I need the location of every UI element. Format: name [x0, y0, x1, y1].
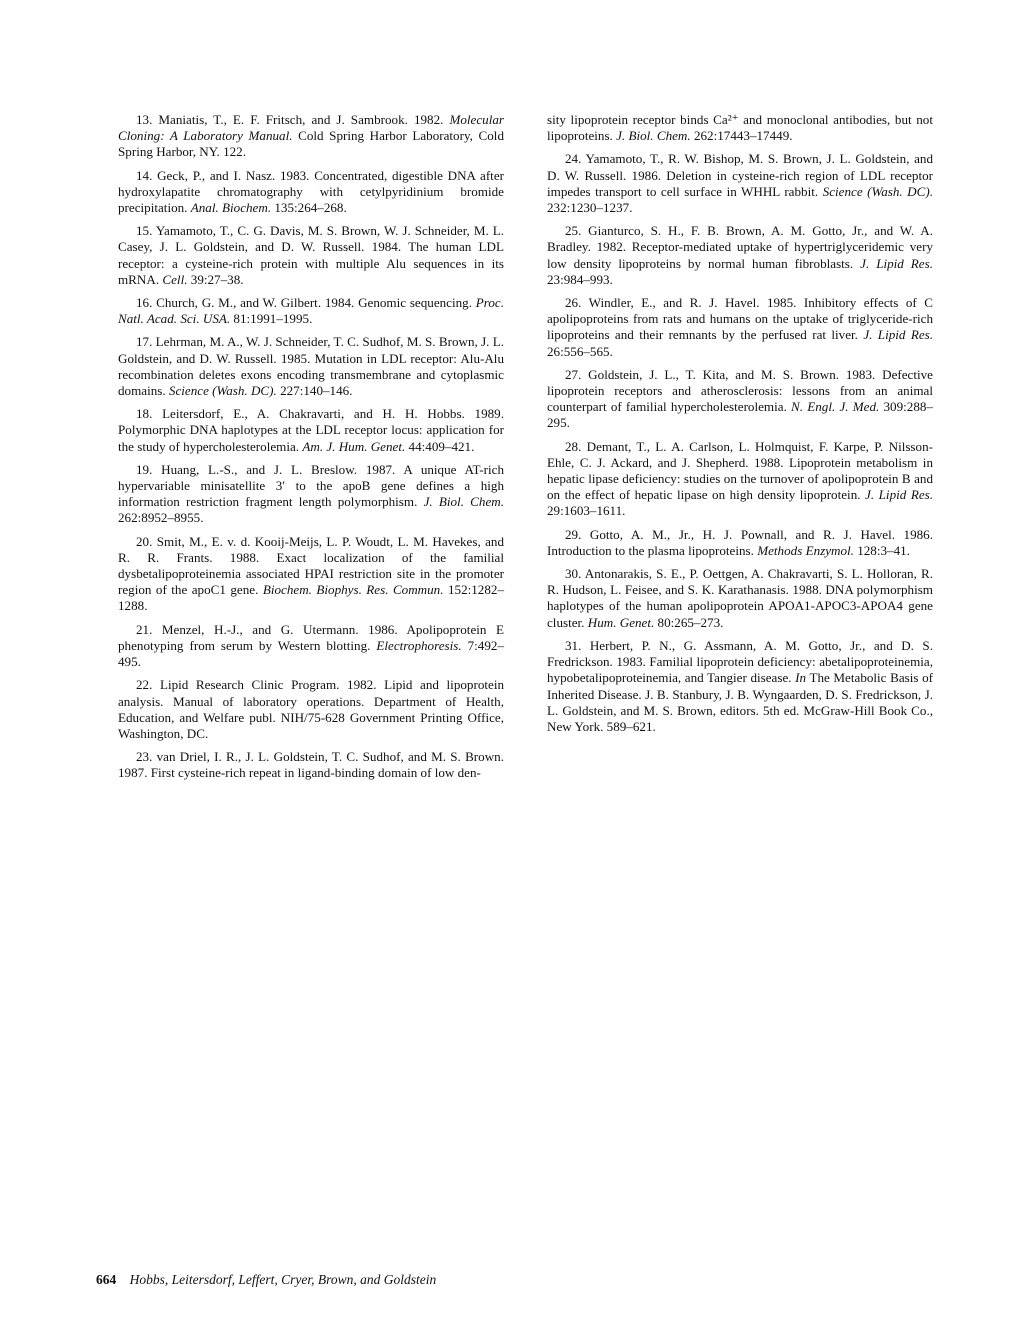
- reference-text: 39:27–38.: [187, 271, 244, 287]
- reference-text: 20. Smit, M., E. v. d. Kooij-Meijs, L. P. Woudt, L. M. Havekes, and R. R. Frants. 1988. Exact localization of the familial dysbetalipoproteinemia associated HPAI restriction site in the promoter region of the apoC1 gene.: [118, 533, 504, 598]
- reference-text: The Metabolic Basis of Inherited Disease. J. B. Stanbury, J. B. Wyngaarden, D. S. Fredrickson, J. L. Goldstein, and M. S. Brown, editors. 5th ed. McGraw-Hill Book Co., New York. 589–621.: [547, 670, 933, 734]
- references-right-column: [547, 112, 933, 742]
- reference-text: 29:1603–1611.: [547, 503, 626, 519]
- reference-entry: [547, 151, 933, 216]
- reference-journal: Proc. Natl. Acad. Sci. USA.: [118, 295, 504, 327]
- running-footer-authors: Hobbs, Leitersdorf, Leffert, Cryer, Brown, and Goldstein: [129, 1272, 437, 1287]
- reference-text: 16. Church, G. M., and W. Gilbert. 1984. Genomic sequencing.: [136, 295, 476, 311]
- reference-entry: [118, 462, 504, 527]
- reference-entry: [547, 295, 933, 360]
- reference-text: Cold Spring Harbor Laboratory, Cold Spring Harbor, NY. 122.: [118, 128, 504, 160]
- reference-text: 262:17443–17449.: [690, 128, 793, 144]
- reference-text: 7:492–495.: [118, 637, 504, 670]
- reference-journal: Electrophoresis.: [376, 637, 462, 653]
- reference-text: sity lipoprotein receptor binds Ca²⁺ and monoclonal antibodies, but not lipoproteins.: [547, 112, 933, 144]
- reference-journal: Am. J. Hum. Genet.: [302, 438, 406, 454]
- reference-journal: J. Lipid Res.: [860, 255, 933, 271]
- reference-text: 13. Maniatis, T., E. F. Fritsch, and J. Sambrook. 1982.: [136, 112, 450, 127]
- reference-text: 18. Leitersdorf, E., A. Chakravarti, and H. H. Hobbs. 1989. Polymorphic DNA haplotypes at the LDL receptor locus: application for the study of hypercholesterolemia.: [118, 406, 504, 454]
- reference-entry: [118, 223, 504, 288]
- reference-text: 26. Windler, E., and R. J. Havel. 1985. Inhibitory effects of C apolipoproteins from rats and humans on the uptake of triglyceride-rich lipoproteins and their remnants by the perfused rat liver.: [547, 295, 933, 343]
- reference-journal: Anal. Biochem.: [190, 200, 272, 216]
- reference-entry: [547, 638, 933, 735]
- reference-entry: [547, 527, 933, 559]
- reference-text: 152:1282–1288.: [118, 582, 504, 614]
- reference-text: 23:984–993.: [547, 271, 613, 287]
- reference-entry: [547, 566, 933, 631]
- reference-entry: [547, 223, 933, 288]
- reference-journal: Molecular Cloning: A Laboratory Manual.: [118, 112, 504, 144]
- reference-journal: Methods Enzymol.: [757, 542, 854, 558]
- reference-entry: [547, 112, 933, 144]
- reference-text: 80:265–273.: [654, 614, 724, 630]
- reference-text: 21. Menzel, H.-J., and G. Utermann. 1986. Apolipoprotein E phenotyping from serum by Western blotting.: [118, 621, 504, 653]
- reference-journal: Biochem. Biophys. Res. Commun.: [262, 582, 444, 598]
- reference-text: 17. Lehrman, M. A., W. J. Schneider, T. C. Sudhof, M. S. Brown, J. L. Goldstein, and D. W. Russell. 1985. Mutation in LDL receptor: Alu-Alu recombination deletes exons encoding transmembrane and cytoplasmic domains.: [118, 334, 504, 399]
- reference-journal: J. Lipid Res.: [863, 327, 934, 343]
- reference-entry: [118, 334, 504, 399]
- reference-journal: Cell.: [162, 271, 188, 287]
- reference-entry: [118, 295, 504, 327]
- reference-text: 128:3–41.: [853, 542, 910, 558]
- reference-journal: J. Lipid Res.: [865, 487, 934, 503]
- reference-text: 22. Lipid Research Clinic Program. 1982. Lipid and lipoprotein analysis. Manual of laboratory operations. Department of Health, Education, and Welfare publ. NIH/75-628 Government Printing Office, Washington, DC.: [118, 677, 504, 741]
- reference-journal: N. Engl. J. Med.: [791, 399, 880, 415]
- page-number: 664: [96, 1272, 117, 1287]
- reference-entry: [547, 367, 933, 432]
- reference-text: 232:1230–1237.: [547, 200, 633, 216]
- reference-text: 31. Herbert, P. N., G. Assmann, A. M. Gotto, Jr., and D. S. Fredrickson. 1983. Familial lipoprotein deficiency: abetalipoproteinemia, hypobetalipoproteinemia, and Tangier disease.: [547, 637, 933, 686]
- reference-text: 29. Gotto, A. M., Jr., H. J. Pownall, and R. J. Havel. 1986. Introduction to the plasma lipoproteins.: [547, 526, 933, 558]
- reference-text: 19. Huang, L.-S., and J. L. Breslow. 1987. A unique AT-rich hypervariable minisatellite 3′ to the apoB gene defines a high information restriction fragment length polymorphism.: [118, 461, 504, 510]
- reference-text: 44:409–421.: [405, 438, 475, 454]
- reference-text: 81:1991–1995.: [230, 311, 313, 327]
- reference-text: 28. Demant, T., L. A. Carlson, L. Holmquist, F. Karpe, P. Nilsson-Ehle, C. J. Ackard, and J. Shepherd. 1988. Lipoprotein metabolism in hepatic lipase deficiency: studies on the turnover of apolipoprotein B and on the effect of hepatic lipase on high density lipoprotein.: [547, 438, 933, 503]
- page-footer: [96, 1272, 436, 1288]
- reference-text: 27. Goldstein, J. L., T. Kita, and M. S. Brown. 1983. Defective lipoprotein receptors and atherosclerosis: lessons from an animal counterpart of familial hypercholesterolemia.: [547, 366, 933, 415]
- reference-journal: J. Biol. Chem.: [616, 128, 691, 144]
- reference-text: 135:264–268.: [271, 200, 347, 216]
- reference-journal: Science (Wash. DC).: [168, 383, 277, 399]
- reference-text: 24. Yamamoto, T., R. W. Bishop, M. S. Brown, J. L. Goldstein, and D. W. Russell. 1986. Deletion in cysteine-rich region of LDL receptor impedes transport to cell surface in WHHL rabbit.: [547, 151, 933, 199]
- reference-journal: J. Biol. Chem.: [423, 494, 504, 510]
- reference-journal: In: [795, 670, 807, 686]
- reference-entry: [118, 168, 504, 217]
- reference-entry: [547, 439, 933, 520]
- reference-journal: Science (Wash. DC).: [822, 183, 933, 199]
- references-left-column: [118, 112, 504, 789]
- reference-entry: [118, 749, 504, 781]
- reference-text: 309:288–295.: [547, 399, 933, 431]
- reference-text: 25. Gianturco, S. H., F. B. Brown, A. M. Gotto, Jr., and W. A. Bradley. 1982. Receptor-mediated uptake of hypertriglyceridemic very low density lipoproteins by normal human fibroblasts.: [547, 223, 933, 271]
- reference-text: 15. Yamamoto, T., C. G. Davis, M. S. Brown, W. J. Schneider, M. L. Casey, J. L. Goldstein, and D. W. Russell. 1984. The human LDL receptor: a cysteine-rich protein with multiple Alu sequences in its mRNA.: [118, 223, 504, 287]
- reference-text: 227:140–146.: [276, 383, 353, 399]
- reference-journal: Hum. Genet.: [587, 614, 655, 630]
- reference-text: 262:8952–8955.: [118, 510, 204, 526]
- reference-text: 26:556–565.: [547, 343, 613, 359]
- reference-entry: [118, 622, 504, 671]
- reference-entry: [118, 534, 504, 615]
- reference-text: 30. Antonarakis, S. E., P. Oettgen, A. Chakravarti, S. L. Holloran, R. R. Hudson, L. Feisee, and S. K. Karathanasis. 1988. DNA polymorphism haplotypes of the human apolipoprotein APOA1-APOC3-APOA4 gene cluster.: [547, 566, 933, 630]
- reference-entry: [118, 677, 504, 742]
- reference-entry: [118, 406, 504, 455]
- reference-text: 14. Geck, P., and I. Nasz. 1983. Concentrated, digestible DNA after hydroxylapatite chromatography with cetylpyridinium bromide precipitation.: [118, 167, 504, 216]
- reference-text: 23. van Driel, I. R., J. L. Goldstein, T. C. Sudhof, and M. S. Brown. 1987. First cysteine-rich repeat in ligand-binding domain of low den-: [118, 749, 504, 781]
- reference-entry: [118, 112, 504, 161]
